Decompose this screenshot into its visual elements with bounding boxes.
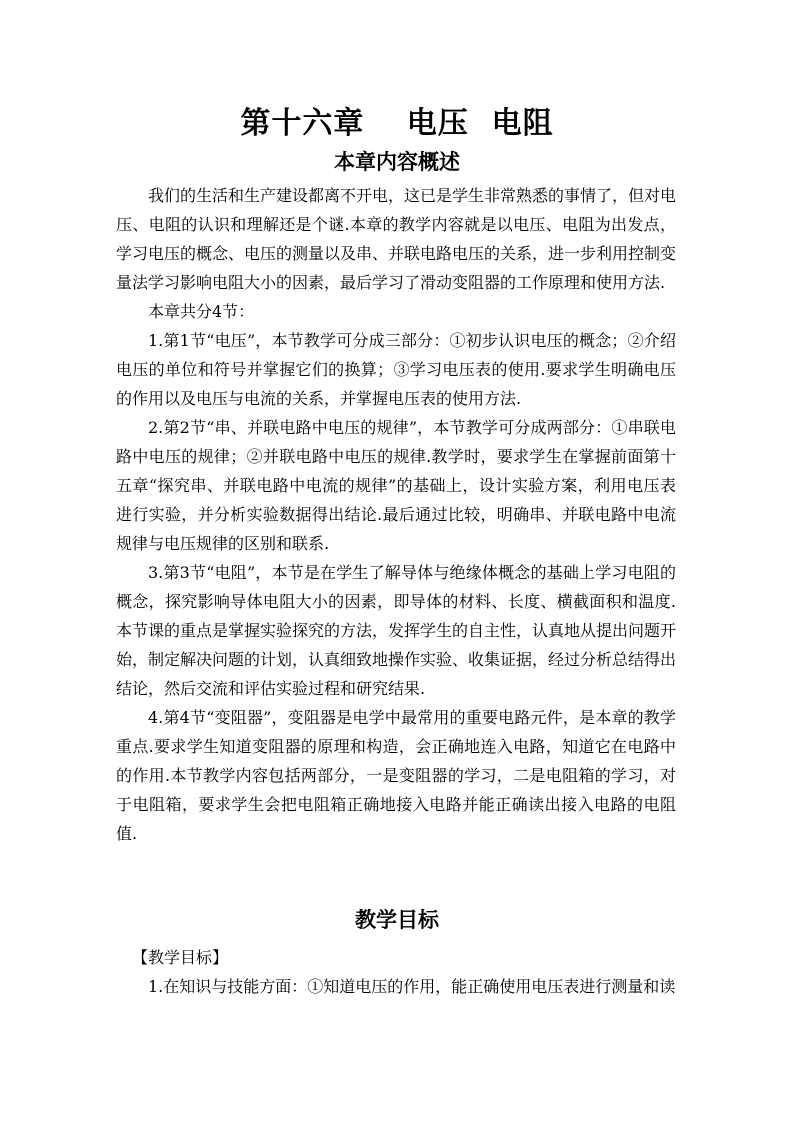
paragraph-section-1: 1.第1节“电压”，本节教学可分成三部分：①初步认识电压的概念；②介绍电压的单位和符号并掌握它们的换算；③学习电压表的使用.要求学生明确电压的作用以及电压与电流的关系，并掌握电压表的使用方法. [116,331,676,408]
section-heading-overview: 本章内容概述 [334,149,460,174]
chapter-title: 第十六章 电压 电阻 [240,106,554,141]
paragraph-section-2: 2.第2节“串、并联电路中电压的规律”，本节教学可分成两部分：①串联电路中电压的规律；②并联电路中电压的规律.教学时，要求学生在掌握前面第十五章“探究串、并联电路中电流的规律”的基础上，设计实验方案，利用电压表进行实验，并分析实验数据得出结论.最后通过比较，明确串、并联电路中电流规律与电压规律的区别和联系. [116,418,676,553]
paragraph-intro: 我们的生活和生产建设都离不开电，这已是学生非常熟悉的事情了，但对电压、电阻的认识和理解还是个谜.本章的教学内容就是以电压、电阻为出发点，学习电压的概念、电压的测量以及串、并联电路电压的关系，进一步利用控制变量法学习影响电阻大小的因素，最后学习了滑动变阻器的工作原理和使用方法. [116,186,677,292]
section-heading-goals: 教学目标 [355,907,439,932]
overview-body [116,181,676,848]
paragraph-section-3: 3.第3节“电阻”，本节是在学生了解导体与绝缘体概念的基础上学习电阻的概念，探究影响导体电阻大小的因素，即导体的材料、长度、横截面积和温度.本节课的重点是掌握实验探究的方法，发挥学生的自主性，认真地从提出问题开始，制定解决问题的计划，认真细致地操作实验、收集证据，经过分析总结得出结论，然后交流和评估实验过程和研究结果. [116,563,677,698]
goal-item-1: 1.在知识与技能方面：①知道电压的作用，能正确使用电压表进行测量和读 [148,977,676,996]
paragraph-section-4: 4.第4节“变阻器”，变阻器是电学中最常用的重要电路元件，是本章的教学重点.要求学生知道变阻器的原理和构造，会正确地连入电路，知道它在电路中的作用.本节教学内容包括两部分，一是变阻器的学习，二是电阻箱的学习，对于电阻箱，要求学生会把电阻箱正确地接入电路并能正确读出接入电路的电阻值. [116,708,676,843]
paragraph-sections-count: 本章共分4节： [148,302,255,321]
goals-label: 【教学目标】 [132,948,229,967]
